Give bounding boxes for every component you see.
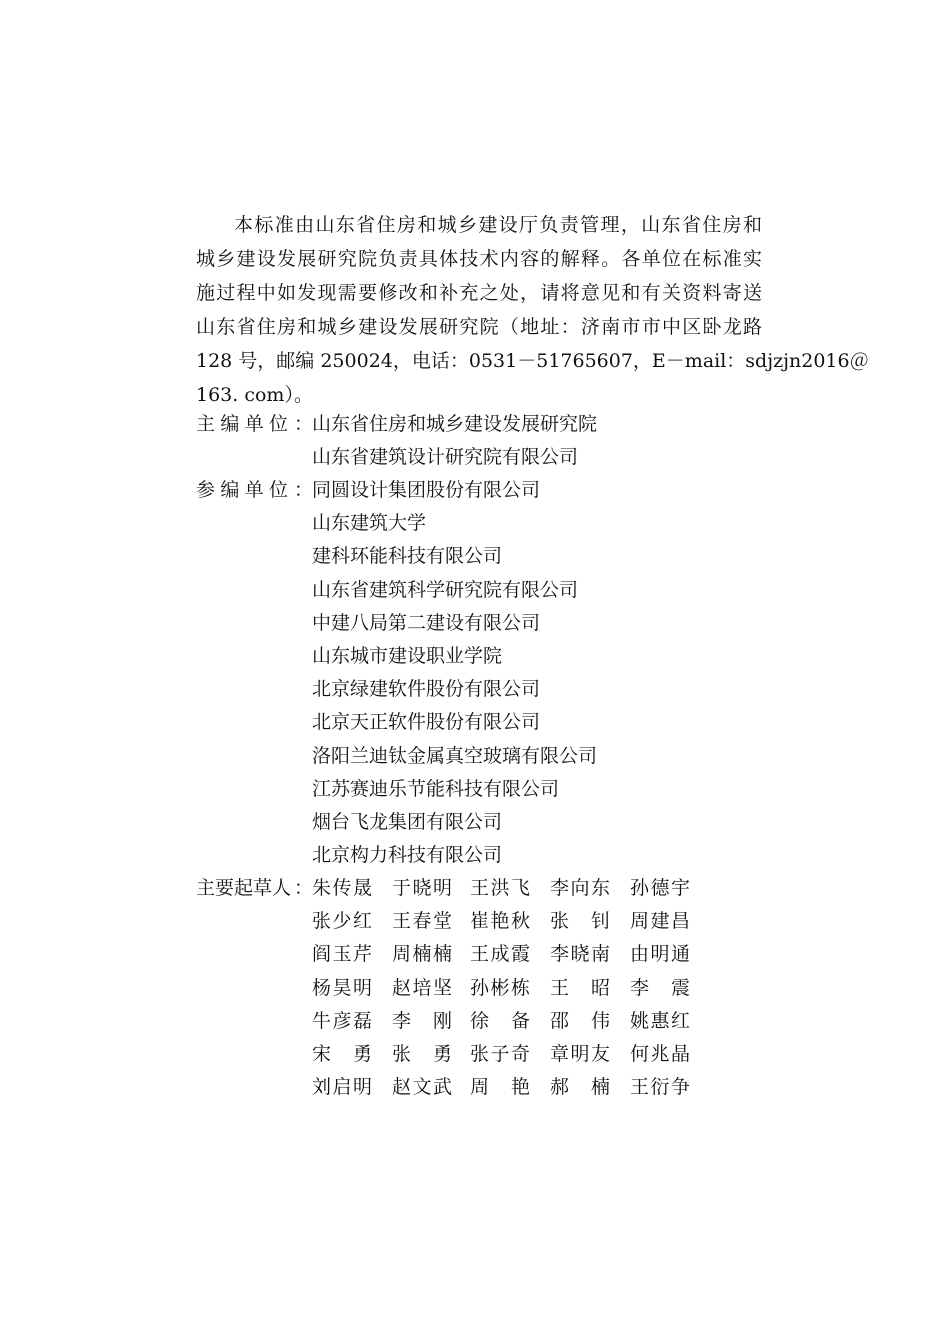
intro-line: 山东省住房和城乡建设发展研究院（地址：济南市市中区卧龙路 bbox=[196, 316, 762, 338]
drafter-name: 孙彬栋 bbox=[470, 976, 530, 999]
participating-unit: 北京构力科技有限公司 bbox=[312, 844, 503, 867]
participating-row bbox=[196, 607, 756, 640]
drafter-name: 王洪飞 bbox=[470, 877, 530, 899]
drafter-name: 张子奇 bbox=[470, 1042, 530, 1065]
chief-editor-unit: 山东省建筑设计研究院有限公司 bbox=[312, 446, 579, 469]
participating-row bbox=[196, 806, 756, 839]
intro-line: 城乡建设发展研究院负责具体技术内容的解释。各单位在标准实 bbox=[196, 248, 762, 270]
drafters-row bbox=[196, 972, 756, 1005]
intro-paragraph bbox=[196, 208, 869, 412]
intro-line: 本标准由山东省住房和城乡建设厅负责管理，山东省住房和 bbox=[234, 214, 762, 236]
drafter-name: 杨昊明 bbox=[312, 976, 372, 999]
participating-unit: 山东建筑大学 bbox=[312, 512, 427, 535]
drafter-name: 徐备 bbox=[470, 1009, 530, 1032]
participating-row bbox=[196, 574, 756, 607]
participating-row bbox=[196, 773, 756, 806]
drafter-name: 姚惠红 bbox=[630, 1009, 690, 1032]
participating-unit: 北京天正软件股份有限公司 bbox=[312, 711, 541, 734]
drafter-name: 何兆晶 bbox=[630, 1042, 690, 1065]
participating-unit: 洛阳兰迪钛金属真空玻璃有限公司 bbox=[312, 744, 598, 767]
drafter-name: 阎玉芹 bbox=[312, 943, 372, 966]
drafter-name: 崔艳秋 bbox=[470, 910, 530, 933]
participating-row bbox=[196, 640, 756, 673]
participating-unit: 北京绿建软件股份有限公司 bbox=[312, 678, 541, 701]
intro-line: 128 号，邮编 250024，电话：0531－51765607，E－mail：sdjzjn2016＠ bbox=[196, 350, 869, 372]
chief-editors-row bbox=[196, 408, 756, 441]
drafters-row bbox=[196, 1038, 756, 1071]
drafter-name: 李向东 bbox=[550, 877, 610, 899]
drafter-name: 牛彦磊 bbox=[312, 1009, 372, 1032]
participating-unit: 中建八局第二建设有限公司 bbox=[312, 611, 541, 634]
chief-editors-label: 主编单位 bbox=[196, 413, 288, 435]
colon: ： bbox=[294, 413, 314, 435]
drafter-name: 周楠楠 bbox=[392, 943, 452, 966]
drafter-name: 李刚 bbox=[392, 1009, 452, 1032]
drafters-row bbox=[196, 1005, 756, 1038]
participating-row bbox=[196, 474, 756, 507]
drafter-name: 宋勇 bbox=[312, 1042, 372, 1065]
drafter-name: 王昭 bbox=[550, 976, 610, 999]
intro-line: 施过程中如发现需要修改和补充之处，请将意见和有关资料寄送 bbox=[196, 282, 762, 304]
drafter-name: 张钊 bbox=[550, 910, 610, 933]
drafters-section bbox=[196, 872, 756, 1104]
drafter-name: 张少红 bbox=[312, 910, 372, 933]
participating-row bbox=[196, 839, 756, 872]
participating-row bbox=[196, 507, 756, 540]
participating-row bbox=[196, 706, 756, 739]
chief-editor-unit: 山东省住房和城乡建设发展研究院 bbox=[312, 413, 598, 435]
intro-line: 163. com）。 bbox=[196, 384, 313, 406]
drafters-row bbox=[196, 1071, 756, 1104]
participating-unit: 同圆设计集团股份有限公司 bbox=[312, 479, 541, 501]
drafter-name: 赵培坚 bbox=[392, 976, 452, 999]
drafters-row bbox=[196, 872, 756, 905]
drafter-name: 李震 bbox=[630, 976, 690, 999]
chief-editors-row bbox=[196, 441, 756, 474]
drafter-name: 于晓明 bbox=[392, 877, 452, 899]
drafter-name: 章明友 bbox=[550, 1042, 610, 1065]
drafter-name: 赵文武 bbox=[392, 1076, 452, 1099]
participating-row bbox=[196, 540, 756, 573]
drafter-name: 郝楠 bbox=[550, 1076, 610, 1099]
colon: ： bbox=[294, 877, 314, 899]
participating-row bbox=[196, 673, 756, 706]
drafters-row bbox=[196, 905, 756, 938]
drafter-name: 由明通 bbox=[630, 943, 690, 966]
drafter-name: 朱传晟 bbox=[312, 877, 372, 899]
participating-unit: 山东城市建设职业学院 bbox=[312, 644, 503, 667]
drafters-row bbox=[196, 938, 756, 971]
drafter-name: 孙德宇 bbox=[630, 877, 690, 899]
drafter-name: 李晓南 bbox=[550, 943, 610, 966]
chief-editors-section bbox=[196, 408, 756, 474]
drafter-name: 张勇 bbox=[392, 1042, 452, 1065]
drafter-name: 王春堂 bbox=[392, 910, 452, 933]
drafter-name: 王衍争 bbox=[630, 1076, 690, 1099]
drafter-name: 邵伟 bbox=[550, 1009, 610, 1032]
drafter-name: 刘启明 bbox=[312, 1076, 372, 1099]
participating-row bbox=[196, 740, 756, 773]
drafter-name: 周建昌 bbox=[630, 910, 690, 933]
participating-unit: 江苏赛迪乐节能科技有限公司 bbox=[312, 777, 560, 800]
colon: ： bbox=[294, 479, 314, 501]
participating-unit: 建科环能科技有限公司 bbox=[312, 545, 503, 568]
drafter-name: 王成霞 bbox=[470, 943, 530, 966]
drafter-name: 周艳 bbox=[470, 1076, 530, 1099]
participating-label: 参编单位 bbox=[196, 479, 288, 501]
participating-section bbox=[196, 474, 756, 872]
drafters-label: 主要起草人 bbox=[196, 877, 292, 899]
participating-unit: 烟台飞龙集团有限公司 bbox=[312, 810, 503, 833]
participating-unit: 山东省建筑科学研究院有限公司 bbox=[312, 578, 579, 601]
